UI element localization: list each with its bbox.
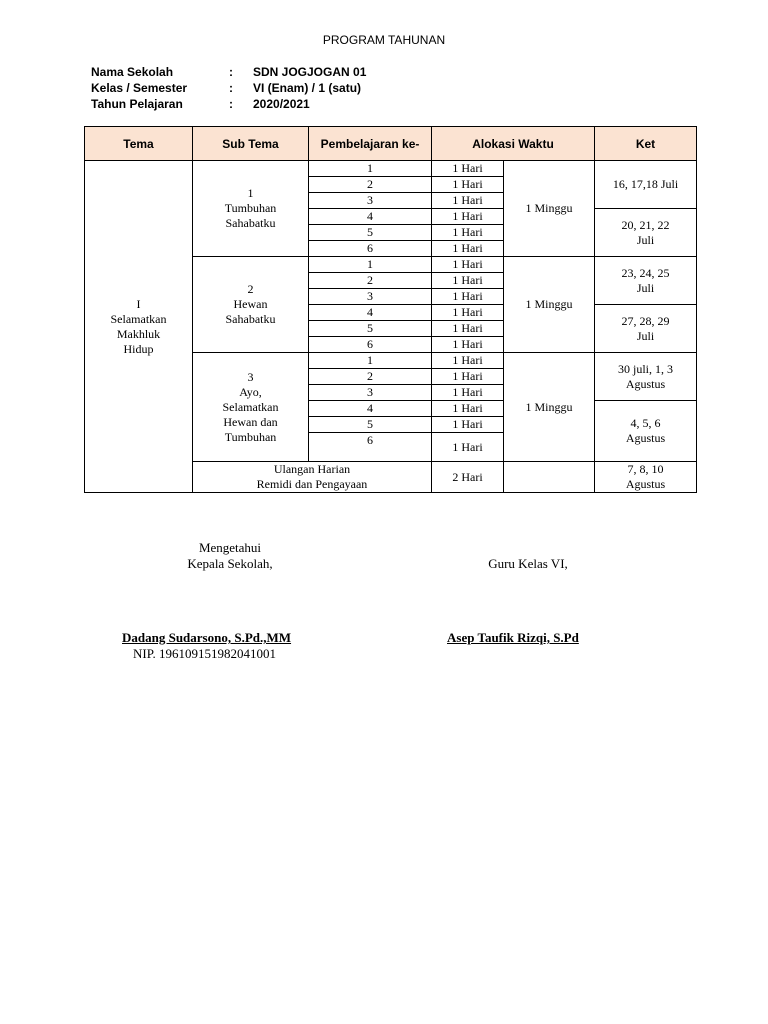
- ket-cell: [595, 401, 697, 462]
- tema-number: I: [136, 296, 141, 311]
- pembelajaran-cell: 4: [309, 401, 432, 417]
- pembelajaran-cell: 5: [309, 417, 432, 433]
- tema-cell: [85, 161, 193, 493]
- signature-role: Kepala Sekolah,: [187, 556, 273, 571]
- teacher-name: Asep Taufik Rizqi, S.Pd: [447, 630, 579, 645]
- info-separator: :: [229, 81, 233, 95]
- hari-cell: 1 Hari: [432, 241, 504, 257]
- subtema-line: Ayo,: [239, 384, 262, 399]
- hari-cell: 1 Hari: [432, 257, 504, 273]
- pembelajaran-cell: 2: [309, 273, 432, 289]
- school-info: [91, 64, 366, 112]
- hari-cell: 1 Hari: [432, 417, 504, 433]
- ulangan-cell: [193, 462, 432, 493]
- signature-role: Guru Kelas VI,: [488, 556, 568, 571]
- ket-line: Juli: [636, 232, 655, 247]
- hari-cell: 1 Hari: [432, 289, 504, 305]
- subtema-cell: [193, 161, 309, 257]
- hari-cell: 1 Hari: [432, 433, 504, 462]
- pembelajaran-cell: 1: [309, 161, 432, 177]
- subtema-cell: [193, 353, 309, 462]
- pembelajaran-cell: 3: [309, 289, 432, 305]
- tema-line: Makhluk: [116, 326, 161, 341]
- subtema-cell: [193, 257, 309, 353]
- pembelajaran-cell: 6: [309, 337, 432, 353]
- signature-caption: Mengetahui: [198, 540, 262, 555]
- info-row-class: [91, 80, 366, 96]
- hari-cell: 1 Hari: [432, 273, 504, 289]
- subtema-number: 2: [247, 282, 254, 296]
- hari-cell: 1 Hari: [432, 177, 504, 193]
- annual-program-table: [84, 126, 697, 493]
- pembelajaran-cell: 6: [309, 241, 432, 257]
- ket-cell: [595, 462, 697, 493]
- hari-cell: 1 Hari: [432, 161, 504, 177]
- pembelajaran-cell: 2: [309, 369, 432, 385]
- header-pembelajaran: Pembelajaran ke-: [309, 127, 432, 161]
- ket-cell: [595, 305, 697, 353]
- pembelajaran-cell: 5: [309, 225, 432, 241]
- ulangan-alokasi-cell: 2 Hari: [432, 462, 504, 493]
- ket-cell: [595, 209, 697, 257]
- info-value: 2020/2021: [253, 97, 310, 111]
- headmaster-nip: NIP. 196109151982041001: [133, 646, 277, 661]
- info-label: Tahun Pelajaran: [91, 97, 183, 111]
- info-label: Nama Sekolah: [91, 65, 174, 79]
- minggu-cell: 1 Minggu: [504, 161, 595, 257]
- document-title: PROGRAM TAHUNAN: [322, 33, 446, 47]
- hari-cell: 1 Hari: [432, 321, 504, 337]
- pembelajaran-cell: 3: [309, 193, 432, 209]
- ulangan-line: Ulangan Harian: [273, 462, 351, 476]
- table-header-row: [85, 127, 697, 161]
- subtema-line: Sahabatku: [225, 312, 276, 326]
- ket-line: Agustus: [625, 477, 666, 491]
- info-label: Kelas / Semester: [91, 81, 188, 95]
- tema-line: Hidup: [123, 341, 154, 356]
- subtema-line: Hewan dan: [223, 414, 278, 429]
- signature-block-teacher: [428, 540, 628, 572]
- signature-block-headmaster: [120, 540, 340, 572]
- subtema-line: Sahabatku: [225, 216, 276, 230]
- subtema-line: Tumbuhan: [224, 201, 277, 215]
- ket-line: 20, 21, 22: [621, 217, 670, 232]
- hari-cell: 1 Hari: [432, 337, 504, 353]
- info-value: SDN JOGJOGAN 01: [253, 65, 367, 79]
- header-alokasi-waktu: Alokasi Waktu: [432, 127, 595, 161]
- ket-line: Agustus: [625, 376, 666, 391]
- pembelajaran-cell: 1: [309, 257, 432, 273]
- pembelajaran-cell: 1: [309, 353, 432, 369]
- pembelajaran-cell: 5: [309, 321, 432, 337]
- hari-cell: 1 Hari: [432, 209, 504, 225]
- pembelajaran-cell: 6: [309, 433, 432, 462]
- pembelajaran-cell: 2: [309, 177, 432, 193]
- subtema-line: Hewan: [233, 297, 268, 311]
- ket-cell: [595, 161, 697, 209]
- ket-line: Juli: [636, 328, 655, 343]
- minggu-cell: 1 Minggu: [504, 353, 595, 462]
- hari-cell: 1 Hari: [432, 385, 504, 401]
- ket-line: 7, 8, 10: [627, 462, 664, 476]
- ulangan-empty-cell: [504, 462, 595, 493]
- subtema-number: 1: [247, 186, 254, 200]
- ket-line: 16, 17,18 Juli: [612, 177, 679, 191]
- hari-cell: 1 Hari: [432, 401, 504, 417]
- ket-line: 23, 24, 25: [621, 265, 670, 280]
- hari-cell: 1 Hari: [432, 305, 504, 321]
- subtema-line: Selamatkan: [222, 399, 279, 414]
- info-value: VI (Enam) / 1 (satu): [253, 81, 362, 95]
- tema-line: Selamatkan: [110, 311, 167, 326]
- ket-line: 4, 5, 6: [630, 416, 661, 430]
- info-separator: :: [229, 97, 233, 111]
- ket-line: Juli: [636, 280, 655, 295]
- pembelajaran-cell: 4: [309, 305, 432, 321]
- info-row-school: [91, 64, 366, 80]
- header-sub-tema: Sub Tema: [193, 127, 309, 161]
- hari-cell: 1 Hari: [432, 369, 504, 385]
- hari-cell: 1 Hari: [432, 353, 504, 369]
- info-row-year: [91, 96, 366, 112]
- ket-line: 27, 28, 29: [621, 313, 670, 328]
- pembelajaran-cell: 3: [309, 385, 432, 401]
- ulangan-line: Remidi dan Pengayaan: [256, 477, 368, 491]
- hari-cell: 1 Hari: [432, 193, 504, 209]
- ket-line: Agustus: [625, 431, 666, 445]
- minggu-cell: 1 Minggu: [504, 257, 595, 353]
- pembelajaran-cell: 4: [309, 209, 432, 225]
- ket-cell: [595, 353, 697, 401]
- hari-cell: 1 Hari: [432, 225, 504, 241]
- subtema-number: 3: [247, 369, 254, 384]
- table-row: [85, 161, 697, 177]
- header-ket: Ket: [595, 127, 697, 161]
- ket-cell: [595, 257, 697, 305]
- ket-line: 30 juli, 1, 3: [618, 361, 674, 376]
- header-tema: Tema: [85, 127, 193, 161]
- subtema-line: Tumbuhan: [224, 429, 277, 444]
- info-separator: :: [229, 65, 233, 79]
- headmaster-name: Dadang Sudarsono, S.Pd.,MM: [122, 630, 292, 645]
